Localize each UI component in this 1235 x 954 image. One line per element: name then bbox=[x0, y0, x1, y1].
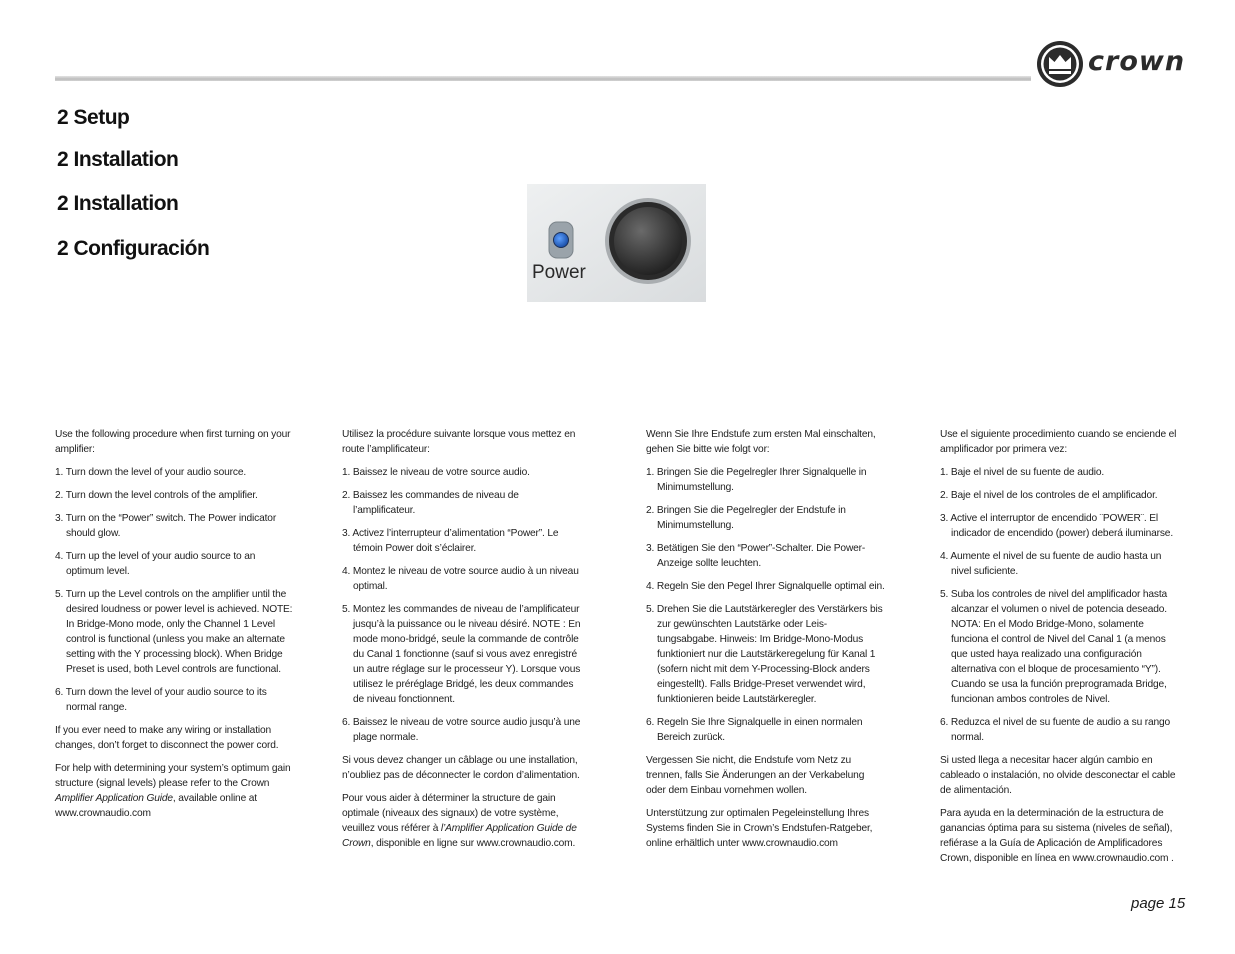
intro-text: Wenn Sie Ihre Endstufe zum ersten Mal einschalten, gehen Sie bitte wie folgt vor: bbox=[646, 429, 876, 455]
step-item: 3. Active el interruptor de encendido ¨POWER¨. El indicador de encendido (power) deberá iluminarse. bbox=[940, 513, 1174, 539]
power-switch-icon bbox=[605, 198, 691, 284]
step-item: 1. Baje el nivel de su fuente de audio. bbox=[940, 467, 1105, 478]
step-item: 1. Turn down the level of your audio source. bbox=[55, 467, 247, 478]
power-indicator-led-icon bbox=[549, 222, 573, 258]
step-item: 4. Aumente el nivel de su fuente de audio hasta un nivel suficiente. bbox=[940, 551, 1162, 577]
power-label: Power bbox=[532, 262, 586, 283]
wiring-note: If you ever need to make any wiring or installation changes, don’t forget to disconnect the power cord. bbox=[55, 725, 279, 751]
step-item: 2. Baissez les commandes de niveau de l’amplificateur. bbox=[342, 490, 519, 516]
column-french bbox=[342, 427, 582, 859]
step-item: 6. Reduzca el nivel de su fuente de audio a su rango normal. bbox=[940, 717, 1171, 743]
step-item: 5. Montez les commandes de niveau de l’amplificateur jusqu’à la puissance ou le niveau désiré. NOTE : En mode mono-bridgé, seule la commande de contrôle du Canal 1 fonctionne (sauf si vous avez enregistré un autre réglage sur le processeur Y). Lorsque vous utilisez le préréglage Bridgé, les deux commandes de niveau fonctionnent. bbox=[342, 604, 581, 705]
help-text: Pour vous aider à déterminer la structure de gain optimale (niveaux des signaux) de votre système, veuillez vous référer à l’Amplifier Application Guide de Crown, disponible en ligne sur www.crownaudio.com. bbox=[342, 793, 577, 849]
step-item: 6. Baissez le niveau de votre source audio jusqu’à une plage normale. bbox=[342, 717, 581, 743]
help-text: Unterstützung zur optimalen Pegeleinstellung Ihres Systems finden Sie in Crown’s Endstufen-Ratgeber, online erhältlich unter www.crownaudio.com bbox=[646, 808, 873, 849]
step-item: 3. Betätigen Sie den “Power”-Schalter. Die Power-Anzeige sollte leuchten. bbox=[646, 543, 866, 569]
step-item: 4. Montez le niveau de votre source audio à un niveau optimal. bbox=[342, 566, 579, 592]
page-number: page 15 bbox=[1131, 895, 1186, 912]
crown-logo bbox=[1036, 40, 1186, 88]
step-item: 5. Turn up the Level controls on the amplifier until the desired loudness or power level is achieved. NOTE: In Bridge-Mono mode, only the Channel 1 Level control is functional (unless you make an alternate setting with the Y processing block). When Bridge Preset is used, both Level controls are functional. bbox=[55, 589, 293, 675]
step-item: 5. Suba los controles de nivel del amplificador hasta alcanzar el volumen o nivel de potencia deseado. NOTA: En el Modo Bridge-Mono, solamente funciona el control de Nivel del Canal 1 (a menos que usted haya realizado una configuración alternativa con el bloque de procesamiento “Y”). Cuando se usa la función preprogramada Bridge, funcionan ambos controles de Nivel. bbox=[940, 589, 1168, 705]
crown-emblem-icon bbox=[1036, 40, 1084, 88]
help-text: Para ayuda en la determinación de la estructura de ganancias óptima para su sistema (niveles de señal), refiérase a la Guía de Aplicación de Amplificadores Crown, disponible en línea en www.crownaudio.com . bbox=[940, 808, 1174, 864]
step-item: 4. Regeln Sie den Pegel Ihrer Signalquelle optimal ein. bbox=[646, 581, 885, 592]
guide-title: l’Amplifier Application Guide de Crown bbox=[342, 823, 577, 849]
column-spanish bbox=[940, 427, 1180, 874]
wiring-note: Vergessen Sie nicht, die Endstufe vom Netz zu trennen, falls Sie Änderungen an der Verkabelung oder dem Einbau vornehmen wollen. bbox=[646, 755, 865, 796]
help-text: For help with determining your system’s optimum gain structure (signal levels) please refer to the Crown Amplifier Application Guide, available online at www.crownaudio.com bbox=[55, 763, 291, 819]
step-item: 6. Turn down the level of your audio source to its normal range. bbox=[55, 687, 267, 713]
intro-text: Use the following procedure when first turning on your amplifier: bbox=[55, 429, 291, 455]
column-english bbox=[55, 427, 295, 829]
intro-text: Use el siguiente procedimiento cuando se enciende el amplificador por primera vez: bbox=[940, 429, 1177, 455]
step-item: 3. Turn on the “Power” switch. The Power indicator should glow. bbox=[55, 513, 277, 539]
power-switch-photo bbox=[527, 184, 706, 302]
brand-wordmark: crown bbox=[1088, 46, 1186, 77]
step-item: 2. Baje el nivel de los controles de el amplificador. bbox=[940, 490, 1158, 501]
heading-german: 2 Installation bbox=[57, 192, 179, 215]
step-item: 3. Activez l’interrupteur d’alimentation “Power”. Le témoin Power doit s’éclairer. bbox=[342, 528, 559, 554]
guide-title: Amplifier Application Guide bbox=[55, 793, 173, 804]
heading-english: 2 Setup bbox=[57, 106, 130, 129]
step-item: 4. Turn up the level of your audio source to an optimum level. bbox=[55, 551, 256, 577]
step-item: 2. Bringen Sie die Pegelregler der Endstufe in Minimumstellung. bbox=[646, 505, 846, 531]
wiring-note: Si usted llega a necesitar hacer algún cambio en cableado o instalación, no olvide desconectar el cable de alimentación. bbox=[940, 755, 1176, 796]
column-german bbox=[646, 427, 886, 859]
heading-french: 2 Installation bbox=[57, 148, 179, 171]
heading-spanish: 2 Configuración bbox=[57, 237, 210, 260]
header-rule bbox=[55, 76, 1031, 81]
step-item: 1. Bringen Sie die Pegelregler Ihrer Signalquelle in Minimumstellung. bbox=[646, 467, 867, 493]
step-item: 6. Regeln Sie Ihre Signalquelle in einen normalen Bereich zurück. bbox=[646, 717, 863, 743]
step-item: 5. Drehen Sie die Lautstärkeregler des Verstärkers bis zur gewünschten Lautstärke oder Leis-tungsabgabe. Hinweis: Im Bridge-Mono-Modus funktioniert nur die Lautstärkeregelung für Kanal 1 (sofern nicht mit dem Y-Processing-Block anders eingestellt). Falls Bridge-Preset verwendet wird, funktionieren beide Lautstärkeregler. bbox=[646, 604, 883, 705]
intro-text: Utilisez la procédure suivante lorsque vous mettez en route l’amplificateur: bbox=[342, 429, 576, 455]
wiring-note: Si vous devez changer un câblage ou une installation, n’oubliez pas de déconnecter le cordon d’alimentation. bbox=[342, 755, 580, 781]
step-item: 1. Baissez le niveau de votre source audio. bbox=[342, 467, 530, 478]
step-item: 2. Turn down the level controls of the amplifier. bbox=[55, 490, 258, 501]
